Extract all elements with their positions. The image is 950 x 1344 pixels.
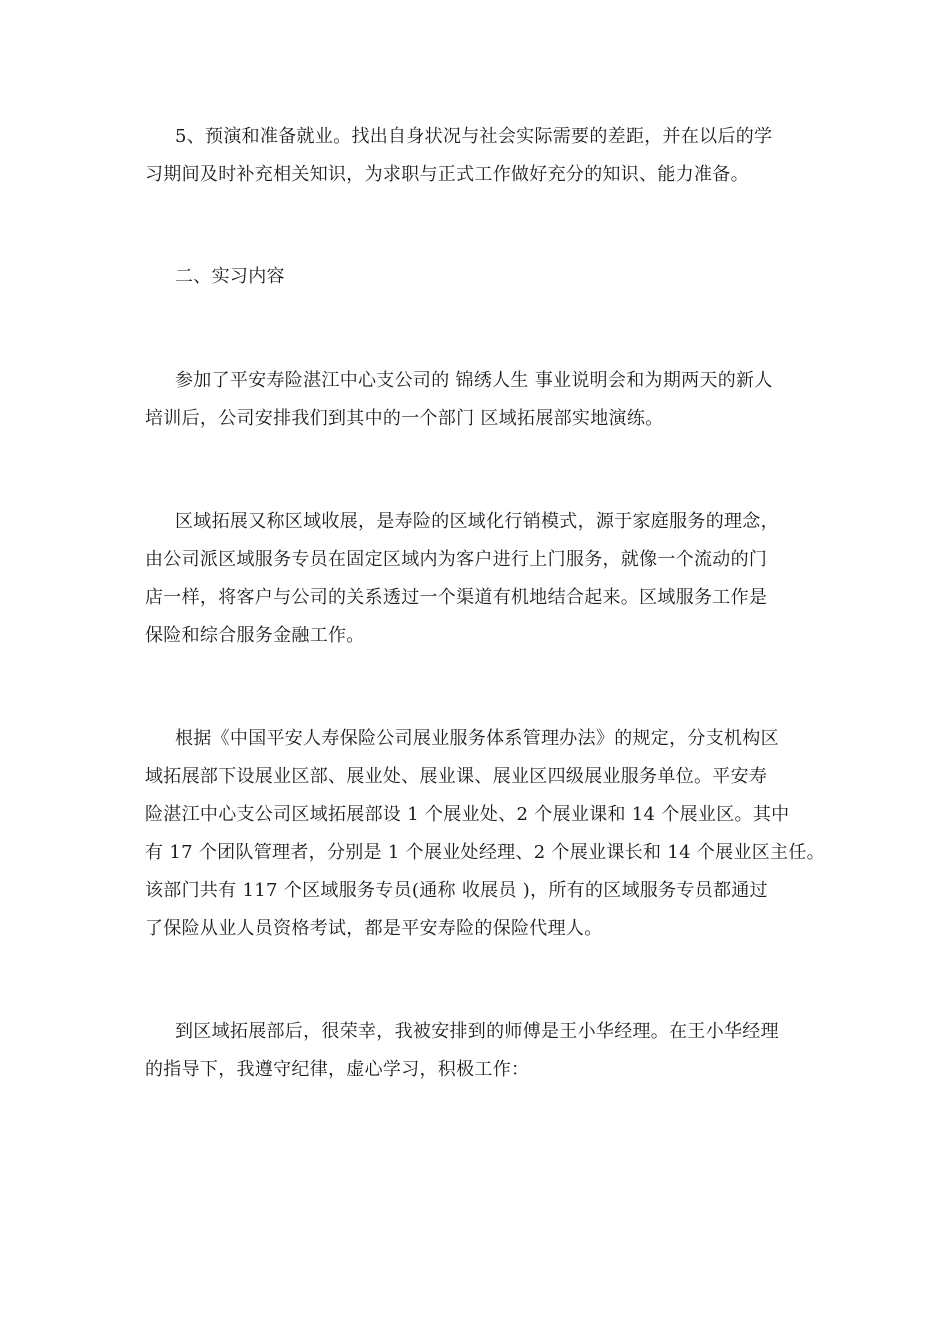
paragraph-3-line-4: 保险和综合服务金融工作。	[145, 625, 365, 646]
paragraph-4-line-5: 该部门共有 117 个区域服务专员(通称 收展员 )，所有的区域服务专员都通过	[145, 880, 768, 901]
paragraph-4-line-1: 根据《中国平安人寿保险公司展业服务体系管理办法》的规定，分支机构区	[175, 728, 779, 749]
paragraph-4-line-6: 了保险从业人员资格考试，都是平安寿险的保险代理人。	[145, 918, 603, 939]
paragraph-4-line-4: 有 17 个团队管理者，分别是 1 个展业处经理、2 个展业课长和 14 个展业区主任。	[145, 842, 825, 863]
paragraph-3-line-1: 区域拓展又称区域收展，是寿险的区域化行销模式，源于家庭服务的理念，	[175, 511, 779, 532]
paragraph-2-line-2: 培训后，公司安排我们到其中的一个部门 区域拓展部实地演练。	[145, 408, 664, 429]
paragraph-3-line-2: 由公司派区域服务专员在固定区域内为客户进行上门服务，就像一个流动的门	[145, 549, 768, 570]
paragraph-5-line-2: 的指导下，我遵守纪律，虚心学习，积极工作：	[145, 1059, 530, 1080]
paragraph-1-line-2: 习期间及时补充相关知识，为求职与正式工作做好充分的知识、能力准备。	[145, 164, 749, 185]
section-heading: 二、实习内容	[175, 266, 285, 287]
paragraph-1-line-1: 5、预演和准备就业。找出自身状况与社会实际需要的差距，并在以后的学	[175, 126, 773, 147]
paragraph-5-line-1: 到区域拓展部后，很荣幸，我被安排到的师傅是王小华经理。在王小华经理	[175, 1021, 779, 1042]
paragraph-3-line-3: 店一样，将客户与公司的关系透过一个渠道有机地结合起来。区域服务工作是	[145, 587, 768, 608]
paragraph-4-line-3: 险湛江中心支公司区域拓展部设 1 个展业处、2 个展业课和 14 个展业区。其中	[145, 804, 790, 825]
paragraph-2-line-1: 参加了平安寿险湛江中心支公司的 锦绣人生 事业说明会和为期两天的新人	[175, 370, 773, 391]
paragraph-4-line-2: 域拓展部下设展业区部、展业处、展业课、展业区四级展业服务单位。平安寿	[145, 766, 768, 787]
